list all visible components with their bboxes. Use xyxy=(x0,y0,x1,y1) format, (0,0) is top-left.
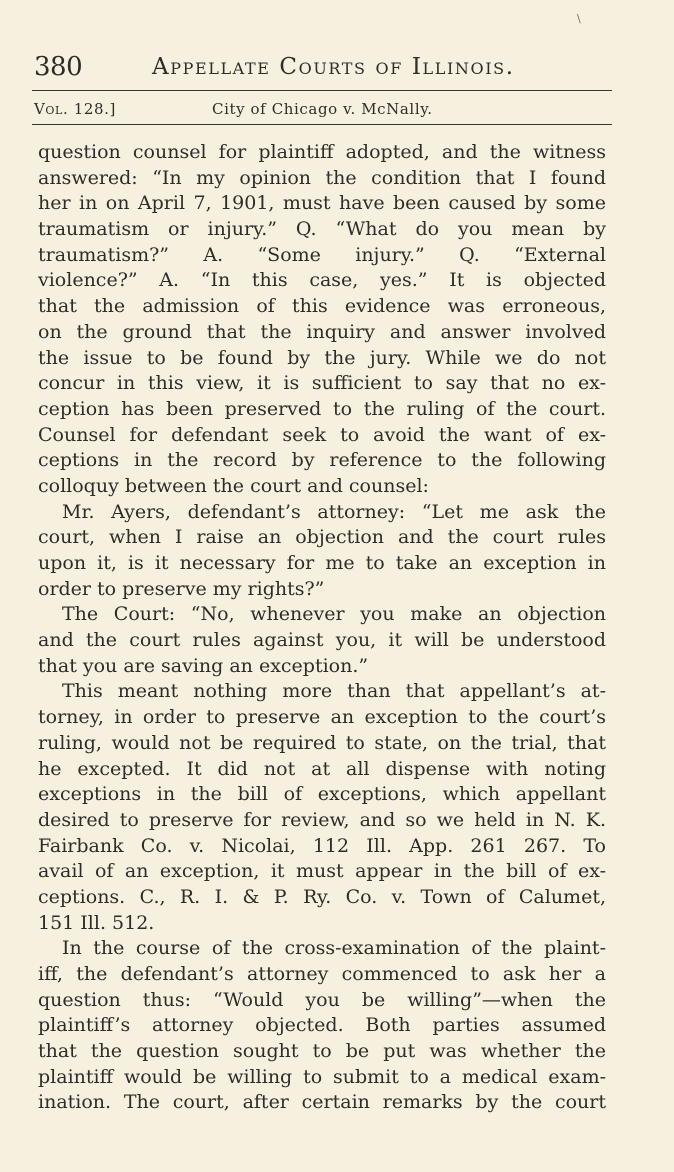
text-line: Fairbank Co. v. Nicolai, 112 Ill. App. 261 267. To xyxy=(38,834,606,857)
text-line: ination. The court, after certain remarks by the court xyxy=(38,1091,606,1114)
text-line: This meant nothing more than that appellant’s at- xyxy=(62,680,606,703)
text-line: her in on April 7, 1901, must have been caused by some xyxy=(38,192,606,215)
text-line: the issue to be found by the jury. While we do not xyxy=(38,346,606,369)
case-title: City of Chicago v. McNally. xyxy=(212,100,433,118)
text-line: ceptions. C., R. I. & P. Ry. Co. v. Town of Calumet, xyxy=(38,885,606,908)
header-rule-top xyxy=(32,90,612,91)
text-line: that the question sought to be put was whether the xyxy=(38,1040,606,1063)
page-number: 380 xyxy=(34,52,83,82)
text-line: traumatism or injury.” Q. “What do you mean by xyxy=(38,218,606,241)
text-line: torney, in order to preserve an exception to the court’s xyxy=(38,706,606,729)
text-line: ceptions in the record by reference to the following xyxy=(38,449,606,472)
case-caption xyxy=(32,100,612,124)
text-line: ception has been preserved to the ruling of the court. xyxy=(38,397,606,420)
text-line: violence?” A. “In this case, yes.” It is objected xyxy=(38,269,606,292)
opinion-text xyxy=(38,140,606,1116)
text-line: answered: “In my opinion the condition that I found xyxy=(38,166,606,189)
text-line: traumatism?” A. “Some injury.” Q. “External xyxy=(38,243,606,266)
text-line: colloquy between the court and counsel: xyxy=(38,474,429,497)
text-line: order to preserve my rights?” xyxy=(38,577,325,600)
text-line: iff, the defendant’s attorney commenced to ask her a xyxy=(38,963,606,985)
text-line: concur in this view, it is sufficient to say that no ex- xyxy=(38,372,606,395)
text-line: 151 Ill. 512. xyxy=(38,911,155,934)
text-line: court, when I raise an objection and the court rules xyxy=(38,526,606,549)
text-line: The Court: “No, whenever you make an objection xyxy=(62,603,606,626)
text-line: question counsel for plaintiff adopted, and the witness xyxy=(38,141,606,163)
text-line: and the court rules against you, it will be understood xyxy=(38,629,606,652)
volume-number: Vol. 128.] xyxy=(34,100,116,118)
text-line: ruling, would not be required to state, on the trial, that xyxy=(38,731,606,754)
running-head xyxy=(32,50,612,86)
text-line: on the ground that the inquiry and answer involved xyxy=(38,320,606,343)
text-line: that you are saving an exception.” xyxy=(38,654,369,677)
text-line: Counsel for defendant seek to avoid the want of ex- xyxy=(38,423,606,446)
text-line: question thus: “Would you be willing”—when the xyxy=(38,988,606,1011)
text-line: upon it, is it necessary for me to take an exception in xyxy=(38,552,606,574)
text-line: plaintiff would be willing to submit to a medical exam- xyxy=(38,1065,606,1088)
text-line: plaintiff’s attorney objected. Both parties assumed xyxy=(38,1014,606,1037)
text-line: avail of an exception, it must appear in the bill of ex- xyxy=(38,860,606,883)
text-line: exceptions in the bill of exceptions, which appellant xyxy=(38,783,606,806)
text-line: Mr. Ayers, defendant’s attorney: “Let me ask the xyxy=(62,500,606,523)
text-line: In the course of the cross-examination of the plaint- xyxy=(62,937,606,960)
corner-mark: \ xyxy=(577,12,581,25)
text-line: desired to preserve for review, and so we held in N. K. xyxy=(38,808,606,831)
reporter-title: Appellate Courts of Illinois. xyxy=(152,54,515,80)
header-rule-bottom xyxy=(32,124,612,125)
text-line: he excepted. It did not at all dispense with noting xyxy=(38,757,606,780)
text-line: that the admission of this evidence was erroneous, xyxy=(38,295,606,318)
